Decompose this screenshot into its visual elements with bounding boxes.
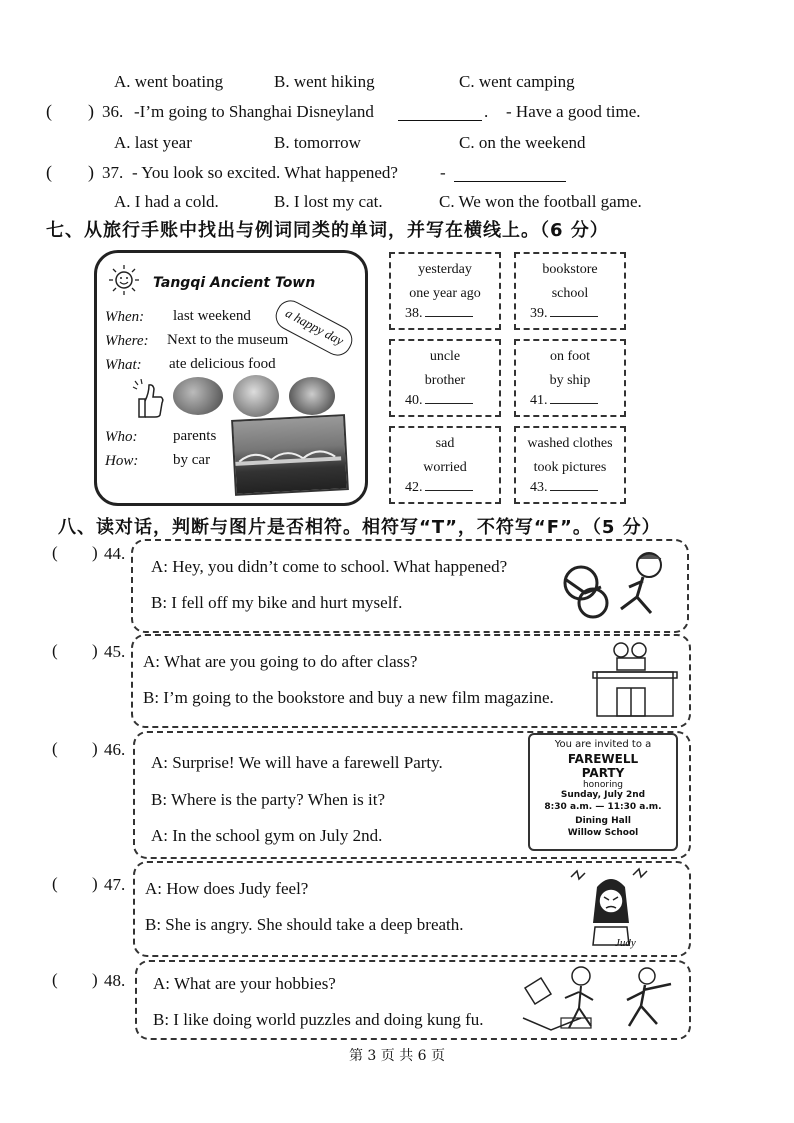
- puzzle-and-kungfu-illustration: [521, 964, 683, 1034]
- journal-who-value: parents: [173, 428, 217, 444]
- q37-dash: -: [440, 163, 446, 182]
- cinema-building-illustration: [589, 640, 681, 720]
- q37-option-a: A. I had a cold.: [114, 192, 219, 211]
- invite-line-3: PARTY: [581, 766, 625, 780]
- q36-option-c: C. on the weekend: [459, 133, 586, 152]
- card-41-word-1: on foot: [549, 349, 591, 364]
- q36-answer-blank[interactable]: [398, 120, 482, 121]
- journal-where-value: Next to the museum: [167, 332, 289, 348]
- card-40-word-2: brother: [424, 373, 466, 388]
- invite-line-6: 8:30 a.m. — 11:30 a.m.: [544, 802, 662, 812]
- q37-paren-open: (: [46, 162, 52, 182]
- q48-paren-open[interactable]: (: [52, 970, 58, 989]
- dialog-48: [135, 960, 691, 1040]
- invite-line-4: honoring: [582, 780, 624, 790]
- dialog-47-line-1: A: How does Judy feel?: [145, 879, 309, 898]
- q36-number: 36.: [102, 102, 124, 121]
- q46-number: 46.: [104, 740, 126, 759]
- q35-option-a: A. went boating: [114, 72, 224, 91]
- card-43-number: 43.: [530, 480, 548, 495]
- q36-reply: - Have a good time.: [506, 102, 641, 121]
- q46-paren-open[interactable]: (: [52, 739, 58, 758]
- journal-title: Tangqi Ancient Town: [153, 275, 316, 291]
- page-footer: 第 3 页 共 6 页: [348, 1048, 446, 1064]
- dialog-45-line-2: B: I’m going to the bookstore and buy a new film magazine.: [143, 688, 554, 707]
- dialog-46-line-3: A: In the school gym on July 2nd.: [151, 826, 383, 845]
- angry-judy-illustration: [567, 867, 653, 949]
- card-39-answer[interactable]: [530, 306, 598, 322]
- card-41-word-2: by ship: [549, 373, 591, 388]
- card-42-word-2: worried: [423, 460, 467, 475]
- card-43-word-2: took pictures: [533, 460, 607, 475]
- happy-day-badge: [271, 296, 357, 361]
- journal-what-value: ate delicious food: [169, 356, 276, 372]
- q36-period: .: [484, 102, 489, 121]
- judy-label: Judy: [615, 937, 636, 949]
- card-41: [514, 339, 626, 417]
- q37-option-c: C. We won the football game.: [439, 192, 642, 211]
- q37-paren-close: ): [88, 162, 94, 182]
- dialog-44-line-2: B: I fell off my bike and hurt myself.: [151, 593, 403, 612]
- card-40-number: 40.: [405, 393, 423, 408]
- card-42: [389, 426, 501, 504]
- invite-line-8: Willow School: [567, 828, 639, 838]
- q48-number: 48.: [104, 971, 126, 990]
- food-photo-dumplings: [173, 377, 223, 415]
- invite-line-2: FAREWELL: [567, 752, 639, 766]
- q45-paren-open[interactable]: (: [52, 641, 58, 660]
- q45-number: 45.: [104, 642, 126, 661]
- card-43-answer[interactable]: [530, 480, 598, 496]
- q36-paren-open: (: [46, 101, 52, 121]
- invite-line-1: You are invited to a: [554, 739, 652, 750]
- q44-paren-close: ): [92, 543, 98, 562]
- journal-what-label: What:: [105, 357, 142, 373]
- dialog-46-line-1: A: Surprise! We will have a farewell Party.: [151, 753, 443, 772]
- dialog-48-line-2: B: I like doing world puzzles and doing kung fu.: [153, 1010, 484, 1029]
- dialog-48-line-1: A: What are your hobbies?: [153, 974, 336, 993]
- card-41-number: 41.: [530, 393, 548, 408]
- journal-when-label: When:: [105, 309, 145, 325]
- dialog-45: [131, 634, 691, 728]
- dialog-46-line-2: B: Where is the party? When is it?: [151, 790, 385, 809]
- journal-who-label: Who:: [105, 429, 138, 445]
- invite-line-7: Dining Hall: [575, 816, 631, 826]
- card-40: [389, 339, 501, 417]
- section8-title: 八、读对话，判断与图片是否相符。相符写“T”，不符写“F”。（5 分）: [58, 517, 661, 538]
- q45-paren-close: ): [92, 641, 98, 660]
- fallen-bike-boy-illustration: [545, 547, 673, 623]
- q36-option-a: A. last year: [114, 133, 192, 152]
- q44-paren-open[interactable]: (: [52, 543, 58, 562]
- card-38-answer[interactable]: [405, 306, 473, 322]
- q37-option-b: B. I lost my cat.: [274, 192, 383, 211]
- invite-line-5: Sunday, July 2nd: [560, 790, 646, 800]
- card-42-word-1: sad: [435, 436, 455, 451]
- card-38-number: 38.: [405, 306, 423, 321]
- thumbs-up-icon: [131, 379, 165, 421]
- card-38-word-2: one year ago: [409, 286, 481, 301]
- happy-day-text: a happy day: [283, 305, 347, 349]
- q47-paren-close: ): [92, 874, 98, 893]
- card-41-answer[interactable]: [530, 393, 598, 409]
- sun-icon: [107, 263, 141, 297]
- q36-option-b: B. tomorrow: [274, 133, 361, 152]
- journal-how-label: How:: [105, 453, 139, 469]
- card-39: [514, 252, 626, 330]
- card-38: [389, 252, 501, 330]
- q37-question: - You look so excited. What happened?: [132, 163, 398, 182]
- town-bridge-photo: [231, 414, 349, 496]
- q44-number: 44.: [104, 544, 126, 563]
- farewell-party-invitation: [528, 733, 678, 851]
- card-43: [514, 426, 626, 504]
- dialog-47: [133, 861, 691, 957]
- card-40-word-1: uncle: [429, 349, 461, 364]
- card-39-number: 39.: [530, 306, 548, 321]
- food-photo-zongzi: [289, 377, 335, 415]
- travel-journal: [94, 250, 368, 506]
- card-43-word-1: washed clothes: [527, 436, 613, 451]
- card-39-word-1: bookstore: [542, 262, 598, 277]
- dialog-44: [131, 539, 689, 633]
- dialog-45-line-1: A: What are you going to do after class?: [143, 652, 418, 671]
- q37-number: 37.: [102, 163, 124, 182]
- q35-option-c: C. went camping: [459, 72, 575, 91]
- card-40-answer[interactable]: [405, 393, 473, 409]
- dialog-44-line-1: A: Hey, you didn’t come to school. What happened?: [151, 557, 508, 576]
- dialog-47-line-2: B: She is angry. She should take a deep breath.: [145, 915, 464, 934]
- journal-when-value: last weekend: [173, 308, 251, 324]
- q47-paren-open[interactable]: (: [52, 874, 58, 893]
- q35-option-b: B. went hiking: [274, 72, 375, 91]
- q48-paren-close: ): [92, 970, 98, 989]
- journal-how-value: by car: [173, 452, 211, 468]
- section7-title: 七、从旅行手账中找出与例词同类的单词，并写在横线上。（6 分）: [46, 220, 609, 241]
- card-42-number: 42.: [405, 480, 423, 495]
- card-39-word-2: school: [551, 286, 589, 301]
- q37-answer-blank[interactable]: [454, 181, 566, 182]
- q36-question: -I’m going to Shanghai Disneyland: [134, 102, 374, 121]
- food-photo-cakes: [233, 375, 279, 417]
- q46-paren-close: ): [92, 739, 98, 758]
- q36-paren-close: ): [88, 101, 94, 121]
- journal-where-label: Where:: [105, 333, 149, 349]
- card-38-word-1: yesterday: [418, 262, 472, 277]
- card-42-answer[interactable]: [405, 480, 473, 496]
- q47-number: 47.: [104, 875, 126, 894]
